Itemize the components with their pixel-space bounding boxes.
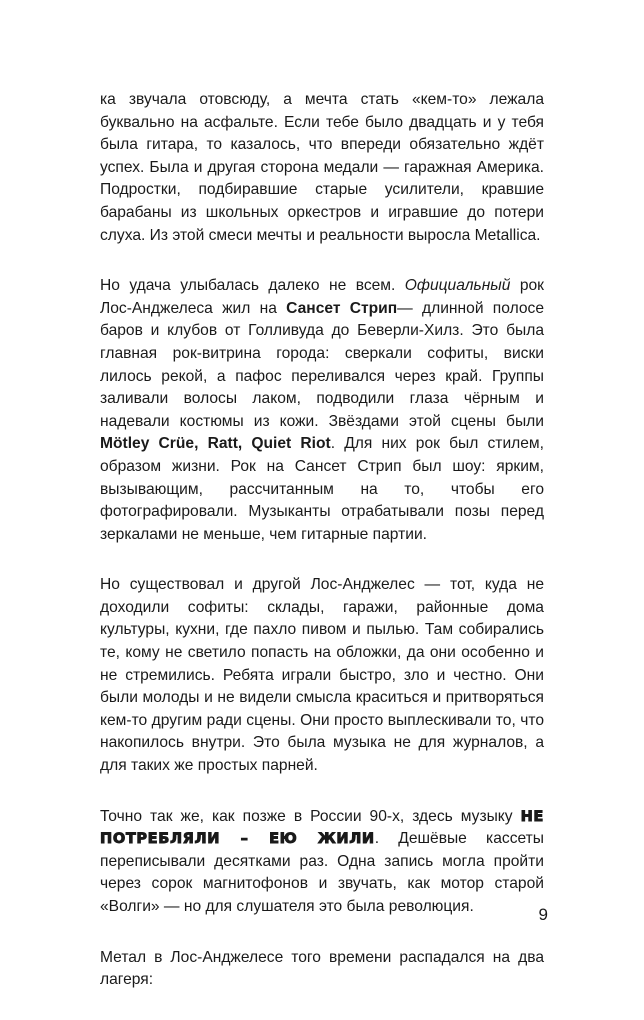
- bold-term-sunset-strip: Сансет Стрип: [286, 299, 398, 317]
- page-body: [100, 89, 544, 1020]
- paragraph-russia-90s: [100, 806, 544, 919]
- stamp-heading-text: НЕ ПОТРЕБЛЯЛИ – ЕЮ ЖИЛИ: [100, 807, 544, 848]
- paragraph-text: . Дешёвые кассеты переписывали десятками раз. Одна запись могла пройти через сорок магнитофонов и звучать, как мотор старой «Волги» — но для слушателя это была революция.: [100, 830, 544, 915]
- paragraph-text: . Для них рок был стилем, образом жизни. Рок на Сансет Стрип был шоу: ярким, вызывающим, рассчитанным на то, чтобы его фотографировали. Музыканты отрабатывали позы перед зеркалами не меньше, чем гитарные партии.: [100, 435, 544, 543]
- page-number: 9: [538, 905, 548, 924]
- paragraph-other-la: Но существовал и другой Лос-Анджелес — тот, куда не доходили софиты: склады, гаражи, районные дома культуры, кухни, где пахло пивом и пылью. Там собирались те, кому не светило попасть на обложки, да они особенно и не стремились. Ребята играли быстро, зло и честно. Они были молоды и не видели смысла краситься и притворяться кем-то другим ради сцены. Они просто выплескивали то, что накопилось внутри. Это была музыка не для журналов, а для таких же простых парней.: [100, 576, 544, 775]
- paragraph-two-camps: Метал в Лос-Анджелесе того времени распадался на два лагеря:: [100, 948, 544, 989]
- paragraph-text: рок Лос-Анджелеса жил на: [100, 277, 545, 317]
- paragraph-sunset-strip: [100, 275, 544, 546]
- paragraph-text: — длинной полосе баров и клубов от Голливуда до Беверли-Хилз. Это была главная рок-витрина города: сверкали софиты, виски лилось рекой, а пафос переливался через край. Группы заливали волосы лаком, подводили глаза чёрным и надевали костюмы из кожи. Звёздами этой сцены были: [100, 299, 544, 430]
- paragraph-garage-america: ка звучала отовсюду, а мечта стать «кем-то» лежала буквально на асфальте. Если тебе было двадцать и у тебя была гитара, то казалось, что впереди обязательно ждёт успех. Была и другая сторона медали — гаражная Америка. Подростки, подбиравшие старые усилители, кравшие барабаны из школьных оркестров и игравшие до потери слуха. Из этой смеси мечты и реальности выросла Metallica.: [100, 91, 544, 244]
- italic-emphasis: Официальный: [404, 277, 511, 295]
- bold-band-names: Mötley Crüe, Ratt, Quiet Riot: [100, 435, 331, 453]
- paragraph-text: Точно так же, как позже в России 90-х, здесь музыку: [100, 807, 521, 825]
- paragraph-text: Но удача улыбалась далеко не всем.: [100, 277, 405, 295]
